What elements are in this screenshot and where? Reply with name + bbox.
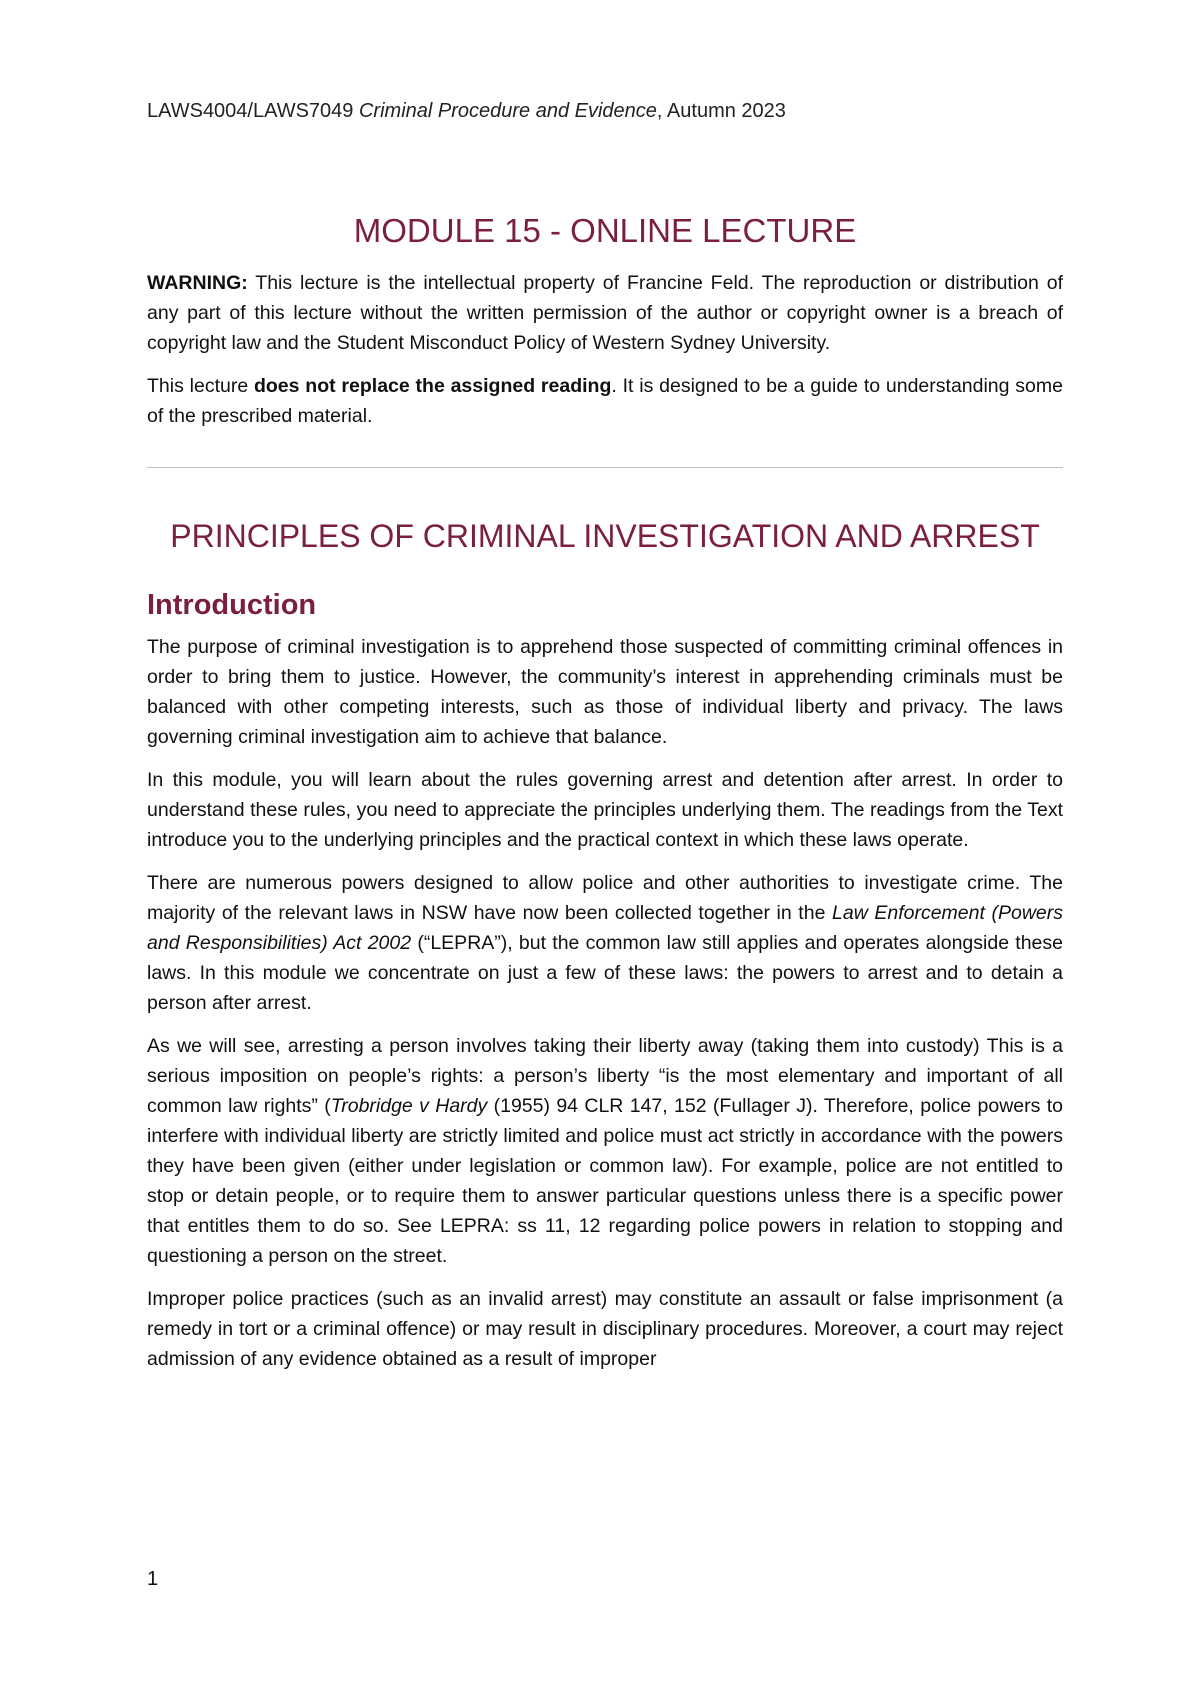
paragraph-liberty xyxy=(147,1031,1063,1271)
module-title: MODULE 15 - ONLINE LECTURE xyxy=(353,212,857,249)
document-body xyxy=(147,212,1063,1387)
paragraph-module: In this module, you will learn about the rules governing arrest and detention after arrest. In order to understand these rules, you need to appreciate the principles underlying them. The readings from the Text introduce you to the underlying principles and the practical context in which these laws operate. xyxy=(147,769,1063,851)
warning-text: This lecture is the intellectual property of Francine Feld. The reproduction or distribution of any part of this lecture without the written permission of the author or copyright owner is a breach of copyright law and the Student Misconduct Policy of Western Sydney University. xyxy=(147,272,1063,354)
page-number: 1 xyxy=(147,1568,159,1590)
course-term: , Autumn 2023 xyxy=(656,100,786,122)
powers-text-post: (“LEPRA”), but the common law still applies and operates alongside these laws. In this module we concentrate on just a few of these laws: the powers to arrest and to detain a person after arrest. xyxy=(147,932,1064,1014)
paragraph-purpose: The purpose of criminal investigation is to apprehend those suspected of committing criminal offences in order to bring them to justice. However, the community’s interest in apprehending criminals must be balanced with other competing interests, such as those of individual liberty and privacy. The laws governing criminal investigation aim to achieve that balance. xyxy=(147,636,1063,748)
paragraph-improper-practices: Improper police practices (such as an invalid arrest) may constitute an assault or false imprisonment (a remedy in tort or a criminal offence) or may result in disciplinary procedures. Moreover, a court may reject admission of any evidence obtained as a result of improper xyxy=(147,1288,1063,1370)
introduction-heading: Introduction xyxy=(147,589,317,621)
course-codes: LAWS4004/LAWS7049 xyxy=(147,100,359,122)
powers-text-pre: There are numerous powers designed to allow police and other authorities to investigate crime. The majority of the relevant laws in NSW have now been collected together in the xyxy=(147,872,1063,924)
liberty-text-pre: As we will see, arresting a person involves taking their liberty away (taking them into custody) This is a serious imposition on people’s rights: a person’s liberty “is the most elementary and important of all common law rights” ( xyxy=(147,1035,1063,1117)
liberty-text-post: (1955) 94 CLR 147, 152 (Fullager J). Therefore, police powers to interfere with individual liberty are strictly limited and police must act strictly in accordance with the powers they have been given (either under legislation or common law). For example, police are not entitled to stop or detain people, or to require them to answer particular questions unless there is a specific power that entitles them to do so. See LEPRA: ss 11, 12 regarding police powers in relation to stopping and questioning a person on the street. xyxy=(147,1095,1063,1267)
warning-paragraph xyxy=(147,268,1063,358)
disclaimer-emphasis: does not replace the assigned reading xyxy=(253,375,612,397)
disclaimer-post: . It is designed to be a guide to understanding some of the prescribed material. xyxy=(147,375,1063,427)
page-header xyxy=(147,100,786,123)
section-divider xyxy=(147,467,1063,468)
section-title: PRINCIPLES OF CRIMINAL INVESTIGATION AND ARREST xyxy=(170,518,1040,554)
course-name: Criminal Procedure and Evidence xyxy=(358,100,657,122)
warning-label: WARNING: xyxy=(147,272,248,294)
disclaimer-pre: This lecture xyxy=(147,375,254,397)
paragraph-powers xyxy=(147,868,1063,1018)
act-citation: Law Enforcement (Powers and Responsibilities) Act 2002 xyxy=(147,902,1063,954)
case-citation: Trobridge v Hardy xyxy=(330,1095,488,1117)
disclaimer-paragraph xyxy=(147,371,1063,431)
